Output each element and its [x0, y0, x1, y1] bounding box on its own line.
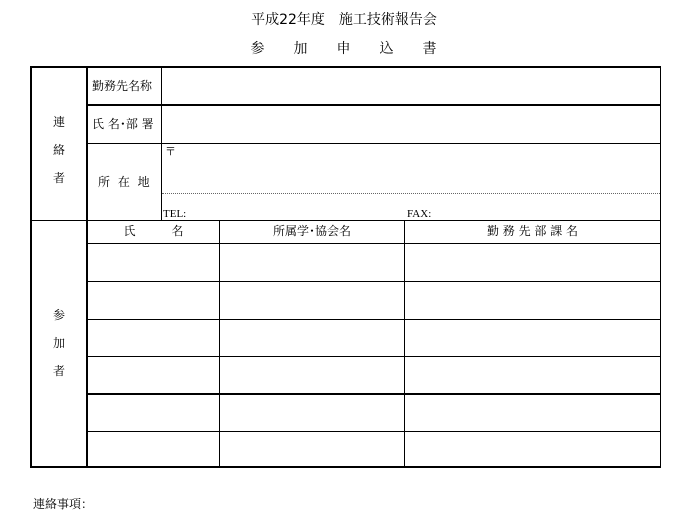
table-row-divider — [87, 431, 661, 432]
table-row-divider — [87, 319, 661, 320]
subtitle-char: 込 — [379, 41, 395, 57]
row-divider — [87, 104, 661, 106]
header-divider — [87, 243, 661, 244]
participant-col-divider — [404, 220, 405, 467]
participant-col-divider — [219, 220, 220, 467]
border-top — [30, 66, 661, 68]
border-left — [30, 66, 32, 468]
address-label: 所 在 地 — [98, 175, 152, 189]
subtitle-char: 参 — [250, 41, 266, 57]
side-column-divider — [86, 66, 88, 468]
tel-field[interactable] — [190, 195, 400, 219]
application-form — [30, 66, 661, 468]
section-divider — [30, 220, 661, 221]
subtitle-char: 書 — [422, 41, 438, 57]
postal-mark: 〒 — [165, 145, 176, 158]
address-dotted-line — [162, 193, 660, 194]
table-row-divider — [87, 356, 661, 357]
side-char: 参 — [52, 308, 65, 322]
tel-label: TEL: — [163, 208, 187, 220]
side-char: 者 — [52, 171, 65, 185]
employer-name-field[interactable] — [163, 69, 659, 103]
subtitle-char: 加 — [293, 41, 309, 57]
table-row-divider — [87, 281, 661, 282]
address-field[interactable] — [163, 144, 659, 192]
fax-field[interactable] — [434, 195, 659, 219]
page-title: 平成22年度 施工技術報告会 — [251, 12, 437, 28]
name-dept-label: 氏 名･部 署 — [92, 117, 154, 131]
side-char: 絡 — [52, 143, 65, 157]
subtitle-char: 申 — [336, 41, 352, 57]
fax-label: FAX: — [407, 208, 432, 220]
border-bottom — [30, 466, 661, 468]
side-char: 加 — [52, 336, 65, 350]
side-char: 者 — [52, 364, 65, 378]
table-row-divider — [87, 393, 661, 395]
contact-side-label — [52, 115, 66, 185]
name-dept-field[interactable] — [163, 107, 659, 142]
header-name: 氏 名 — [123, 224, 184, 238]
header-affiliation: 所属学･協会名 — [272, 224, 351, 238]
form-subtitle — [0, 41, 688, 57]
participants-side-label — [52, 308, 66, 378]
header-department: 勤 務 先 部 課 名 — [486, 224, 579, 238]
side-char: 連 — [52, 115, 65, 129]
notes-label: 連絡事項： — [33, 497, 94, 511]
employer-name-label: 勤務先名称 — [92, 79, 153, 93]
border-right — [660, 66, 661, 468]
